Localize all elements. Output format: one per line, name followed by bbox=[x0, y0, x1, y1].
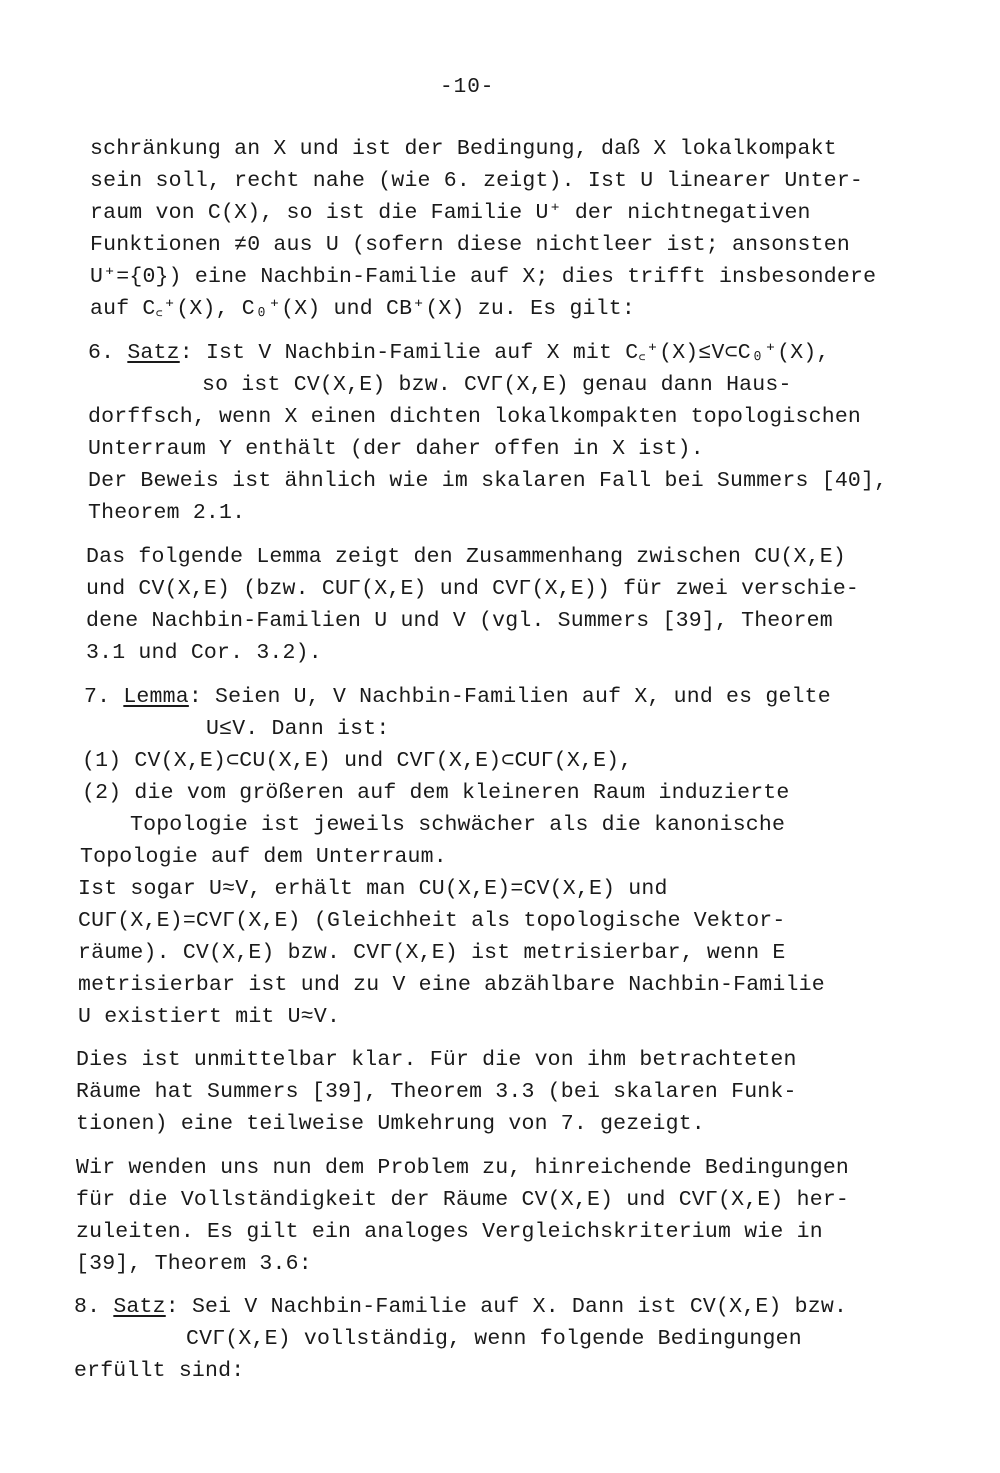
text-line: dene Nachbin-Familien U und V (vgl. Summers [39], Theorem bbox=[86, 609, 833, 633]
text-line: schränkung an X und ist der Bedingung, daß X lokalkompakt bbox=[90, 137, 837, 161]
text-line: Unterraum Y enthält (der daher offen in X ist). bbox=[88, 437, 704, 461]
text-line: Ist sogar U≈V, erhält man CU(X,E)=CV(X,E) und bbox=[78, 877, 668, 901]
text-line: metrisierbar ist und zu V eine abzählbare Nachbin-Familie bbox=[78, 973, 825, 997]
text-line: U≤V. Dann ist: bbox=[206, 717, 390, 741]
text-line: Theorem 2.1. bbox=[88, 501, 246, 525]
text-line: U⁺={0}) eine Nachbin-Familie auf X; dies trifft insbesondere bbox=[90, 265, 877, 289]
satz-label: Satz bbox=[113, 1295, 166, 1319]
text-line: CVΓ(X,E) vollständig, wenn folgende Bedingungen bbox=[186, 1327, 802, 1351]
text-line: raum von C(X), so ist die Familie U⁺ der nichtnegativen bbox=[90, 201, 811, 225]
lemma-7-heading: 7. Lemma: Seien U, V Nachbin-Familien auf X, und es gelte bbox=[84, 685, 831, 709]
text-line: räume). CV(X,E) bzw. CVΓ(X,E) ist metrisierbar, wenn E bbox=[78, 941, 786, 965]
text-line: sein soll, recht nahe (wie 6. zeigt). Ist U linearer Unter- bbox=[90, 169, 864, 193]
satz-label: Satz bbox=[127, 341, 180, 365]
text-line: Räume hat Summers [39], Theorem 3.3 (bei skalaren Funk- bbox=[76, 1080, 797, 1104]
text-line: zuleiten. Es gilt ein analoges Vergleichskriterium wie in bbox=[76, 1220, 823, 1244]
satz-6-heading: 6. Satz: Ist V Nachbin-Familie auf X mit C꜀⁺(X)≤V⊂C₀⁺(X), bbox=[88, 341, 830, 365]
text-line: für die Vollständigkeit der Räume CV(X,E) und CVΓ(X,E) her- bbox=[76, 1188, 850, 1212]
text-line: und CV(X,E) (bzw. CUΓ(X,E) und CVΓ(X,E)) für zwei verschie- bbox=[86, 577, 860, 601]
text-line: tionen) eine teilweise Umkehrung von 7. gezeigt. bbox=[76, 1112, 705, 1136]
satz-8-heading: 8. Satz: Sei V Nachbin-Familie auf X. Dann ist CV(X,E) bzw. bbox=[74, 1295, 848, 1319]
text-line: Dies ist unmittelbar klar. Für die von ihm betrachteten bbox=[76, 1048, 797, 1072]
text-line: Das folgende Lemma zeigt den Zusammenhang zwischen CU(X,E) bbox=[86, 545, 846, 569]
text-line: 3.1 und Cor. 3.2). bbox=[86, 641, 322, 665]
text-line: auf C꜀⁺(X), C₀⁺(X) und CB⁺(X) zu. Es gilt: bbox=[90, 297, 635, 321]
text-line: Topologie auf dem Unterraum. bbox=[80, 845, 447, 869]
lemma-label: Lemma bbox=[123, 685, 189, 709]
page-number: -10- bbox=[440, 76, 495, 99]
text-line: [39], Theorem 3.6: bbox=[76, 1252, 312, 1276]
text-line: (1) CV(X,E)⊂CU(X,E) und CVΓ(X,E)⊂CUΓ(X,E), bbox=[82, 749, 633, 773]
text-line: Topologie ist jeweils schwächer als die kanonische bbox=[130, 813, 786, 837]
text-line: Funktionen ≠0 aus U (sofern diese nichtleer ist; ansonsten bbox=[90, 233, 850, 257]
text-line: Wir wenden uns nun dem Problem zu, hinreichende Bedingungen bbox=[76, 1156, 850, 1180]
text-line: Der Beweis ist ähnlich wie im skalaren Fall bei Summers [40], bbox=[88, 469, 888, 493]
text-line: CUΓ(X,E)=CVΓ(X,E) (Gleichheit als topologische Vektor- bbox=[78, 909, 786, 933]
text-line: erfüllt sind: bbox=[74, 1359, 245, 1383]
text-line: dorffsch, wenn X einen dichten lokalkompakten topologischen bbox=[88, 405, 862, 429]
text-line: U existiert mit U≈V. bbox=[78, 1005, 341, 1029]
text-line: so ist CV(X,E) bzw. CVΓ(X,E) genau dann Haus- bbox=[202, 373, 792, 397]
text-line: (2) die vom größeren auf dem kleineren Raum induzierte bbox=[82, 781, 790, 805]
